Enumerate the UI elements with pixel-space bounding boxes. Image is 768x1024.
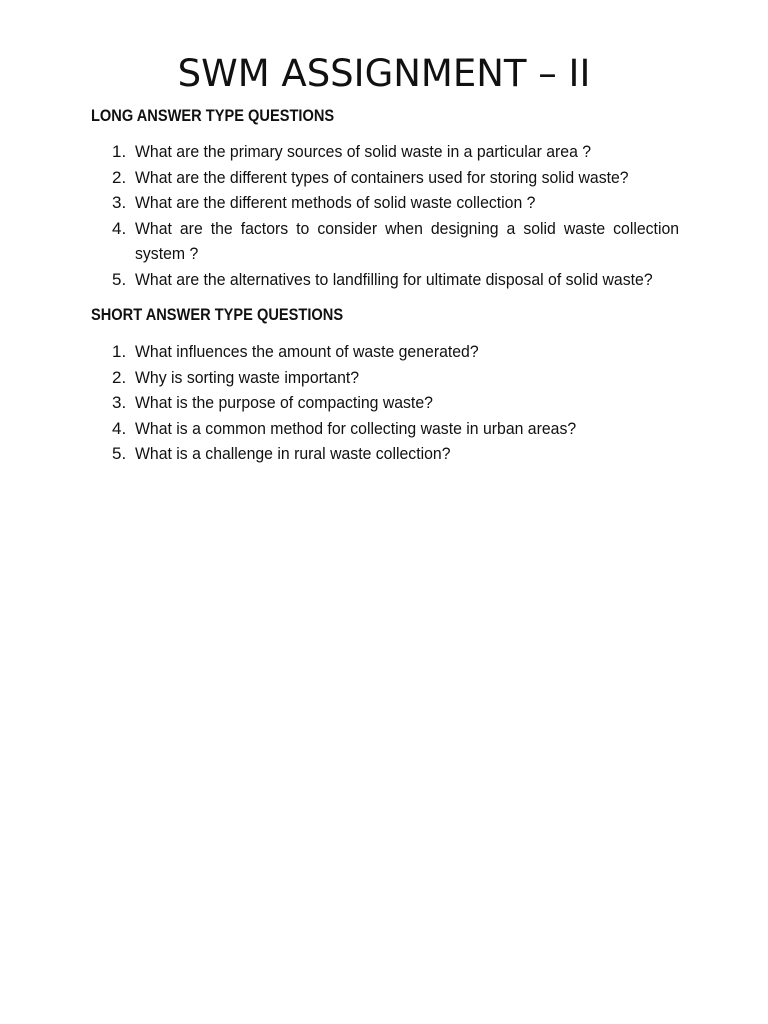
question-text: What influences the amount of waste generated? xyxy=(135,342,479,361)
long-question-item xyxy=(108,139,677,165)
question-number: 3. xyxy=(112,193,127,212)
question-text: What is the purpose of compacting waste? xyxy=(135,393,433,412)
question-text: What are the alternatives to landfilling for ultimate disposal of solid waste? xyxy=(135,269,653,289)
long-question-item xyxy=(108,165,677,191)
long-question-item xyxy=(108,216,680,267)
page-title: SWM ASSIGNMENT – II xyxy=(177,52,591,95)
question-number: 2. xyxy=(112,167,127,187)
long-answer-heading: LONG ANSWER TYPE QUESTIONS xyxy=(91,106,335,125)
question-text: What are the different methods of solid waste collection ? xyxy=(135,193,536,212)
question-number: 4. xyxy=(112,418,127,438)
short-question-item xyxy=(108,339,677,365)
long-question-item xyxy=(108,267,677,293)
question-number: 3. xyxy=(112,393,127,412)
question-number: 2. xyxy=(112,367,127,387)
question-text: What are the factors to consider when designing a solid waste collection system ? xyxy=(135,218,680,263)
question-number: 5. xyxy=(112,269,127,289)
short-question-item xyxy=(108,390,677,416)
question-number: 5. xyxy=(112,444,127,463)
short-question-item xyxy=(108,441,677,467)
question-text: What are the different types of containers used for storing solid waste? xyxy=(135,167,629,187)
short-question-item xyxy=(108,416,677,442)
question-number: 4. xyxy=(112,218,127,238)
long-question-item xyxy=(108,190,677,216)
short-question-item xyxy=(108,365,677,391)
question-text: What is a challenge in rural waste collection? xyxy=(135,444,451,463)
question-number: 1. xyxy=(112,142,127,161)
short-answer-question-list xyxy=(108,339,677,467)
short-answer-heading: SHORT ANSWER TYPE QUESTIONS xyxy=(91,305,344,324)
question-text: Why is sorting waste important? xyxy=(135,367,360,387)
question-text: What are the primary sources of solid waste in a particular area ? xyxy=(135,142,592,161)
question-text: What is a common method for collecting waste in urban areas? xyxy=(135,418,577,438)
question-number: 1. xyxy=(112,342,127,361)
long-answer-question-list xyxy=(108,139,680,292)
